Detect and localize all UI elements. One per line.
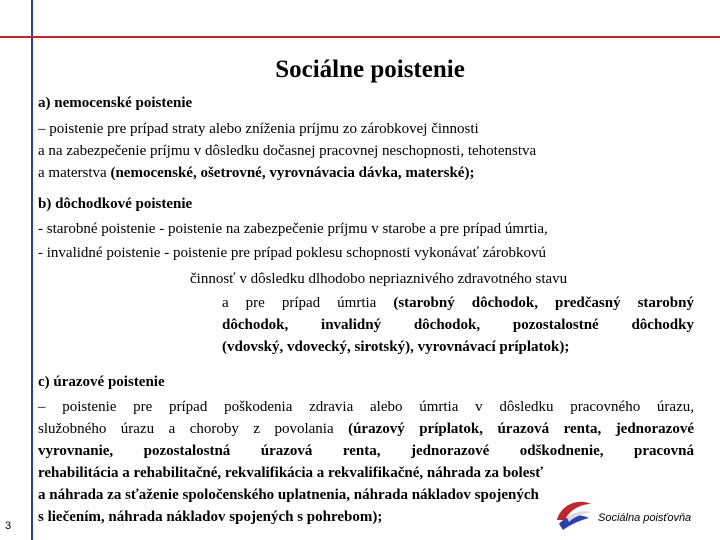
section-c-line-2	[38, 418, 694, 440]
section-c-line-2-text: služobného úrazu a choroby z povolania	[38, 421, 349, 437]
section-a-line-2: a na zabezpečenie príjmu v dôsledku dočasnej pracovnej neschopnosti, tehotenstva	[38, 143, 537, 159]
section-a-benefits: (nemocenské, ošetrovné, vyrovnávacia dávka, materské);	[110, 165, 475, 181]
horizontal-rule	[0, 36, 720, 38]
section-b-line-4-text: a pre prípad úmrtia	[222, 295, 394, 311]
slide-title: Sociálne poistenie	[275, 56, 465, 83]
section-b-line-3: činnosť v dôsledku dlhodobo nepriaznivého zdravotného stavu	[190, 271, 568, 287]
section-b-benefits: (starobný dôchodok, predčasný starobný	[393, 295, 694, 311]
section-c-line-6: s liečením, náhrada nákladov spojených s pohrebom);	[38, 509, 383, 525]
section-b-line-6: (vdovský, vdovecký, sirotský), vyrovnávací príplatok);	[222, 339, 570, 355]
section-a-line-1: – poistenie pre prípad straty alebo zníženia príjmu zo zárobkovej činnosti	[38, 121, 479, 137]
page-number: 3	[5, 520, 12, 532]
socialna-poistovna-logo-icon	[553, 494, 595, 532]
section-c-heading: c) úrazové poistenie	[38, 374, 165, 390]
section-a-heading: a) nemocenské poistenie	[38, 95, 193, 111]
section-b-line-1: - starobné poistenie - poistenie na zabezpečenie príjmu v starobe a pre prípad úmrtia,	[38, 221, 548, 237]
section-c-line-3: vyrovnanie, pozostalostná úrazová renta, jednorazové odškodnenie, pracovná	[38, 443, 694, 459]
section-b-line-4	[222, 292, 694, 314]
section-b-heading: b) dôchodkové poistenie	[38, 196, 193, 212]
section-c-line-1: – poistenie pre prípad poškodenia zdravia alebo úmrtia v dôsledku pracovného úrazu,	[38, 399, 694, 415]
footer-organization: Sociálna poisťovňa	[598, 512, 692, 524]
section-a-line-3-text: a materstva	[38, 165, 111, 181]
section-a-line-3	[38, 162, 474, 184]
section-c-benefits-start: (úrazový príplatok, úrazová renta, jednorazové	[348, 421, 694, 437]
section-c-line-5: a náhrada za sťaženie spoločenského uplatnenia, náhrada nákladov spojených	[38, 487, 539, 503]
section-c-line-4: rehabilitácia a rehabilitačné, rekvalifikácia a rekvalifikačné, náhrada za bolesť	[38, 465, 544, 481]
section-b-line-5: dôchodok, invalidný dôchodok, pozostalostné dôchodky	[222, 317, 694, 333]
vertical-rule	[31, 0, 33, 540]
section-b-line-2: - invalidné poistenie - poistenie pre prípad poklesu schopnosti vykonávať zárobkovú	[38, 245, 546, 261]
